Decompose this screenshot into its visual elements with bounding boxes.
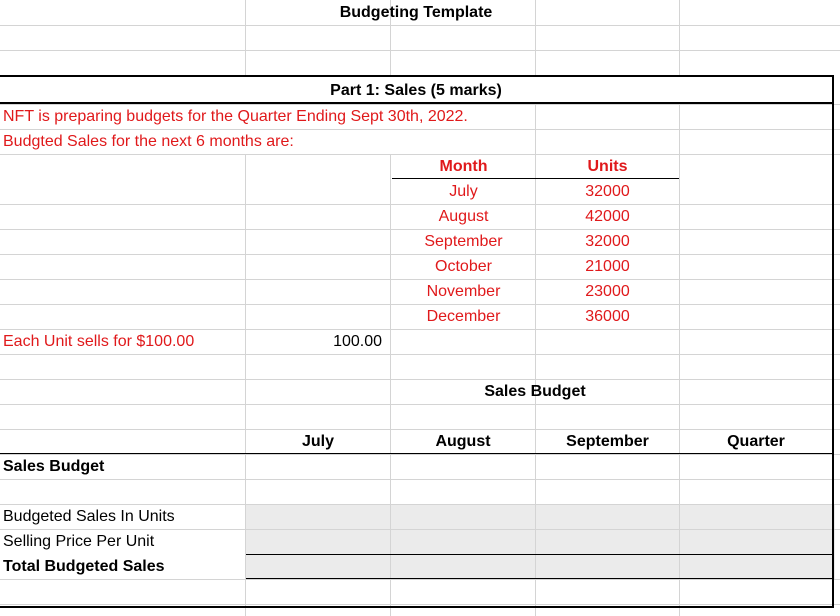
month-cell: August: [438, 208, 489, 225]
month-cell: December: [426, 308, 501, 325]
gridline: [0, 454, 840, 455]
border-top-thick: [0, 75, 834, 77]
row-label-total-budgeted-sales: Total Budgeted Sales: [3, 558, 165, 575]
page-title: Budgeting Template: [339, 4, 493, 21]
gridline: [679, 104, 680, 616]
units-cell: 21000: [585, 258, 630, 275]
unit-price-label: Each Unit sells for $100.00: [3, 333, 195, 350]
gridline: [0, 479, 840, 480]
border-right-thick: [832, 75, 834, 608]
gridline: [0, 604, 840, 605]
gridline: [0, 354, 840, 355]
units-cell: 32000: [585, 233, 630, 250]
gridline: [245, 154, 246, 616]
month-cell: September: [424, 233, 503, 250]
month-cell: November: [426, 283, 501, 300]
units-cell: 32000: [585, 183, 630, 200]
column-header-august: August: [435, 433, 491, 450]
units-cell: 36000: [585, 308, 630, 325]
gridline: [0, 50, 840, 51]
column-header-july: July: [301, 433, 334, 450]
gridline: [0, 25, 840, 26]
month-cell: July: [449, 183, 478, 200]
row-label-selling-price: Selling Price Per Unit: [3, 533, 155, 550]
total-row-top-border: [246, 554, 834, 555]
column-header-september: September: [566, 433, 649, 450]
column-header-quarter: Quarter: [727, 433, 785, 450]
month-header: Month: [439, 158, 488, 175]
sales-budget-title: Sales Budget: [484, 383, 586, 400]
intro-text-line1: NFT is preparing budgets for the Quarter Ending Sept 30th, 2022.: [3, 108, 468, 125]
part1-heading: Part 1: Sales (5 marks): [330, 82, 502, 99]
shaded-input-area: [246, 505, 835, 579]
total-row-bottom-border: [246, 578, 834, 579]
sales-budget-section-label: Sales Budget: [3, 458, 105, 475]
intro-text-line2: Budgted Sales for the next 6 months are:: [3, 133, 294, 150]
gridline: [0, 579, 840, 580]
border-bottom-thick: [0, 606, 834, 608]
gridline: [0, 404, 840, 405]
month-cell: October: [435, 258, 492, 275]
gridline: [679, 0, 680, 75]
row-label-budgeted-units: Budgeted Sales In Units: [3, 508, 175, 525]
unit-price-value[interactable]: 100.00: [333, 333, 382, 350]
units-cell: 42000: [585, 208, 630, 225]
units-cell: 23000: [585, 283, 630, 300]
units-header: Units: [587, 158, 628, 175]
